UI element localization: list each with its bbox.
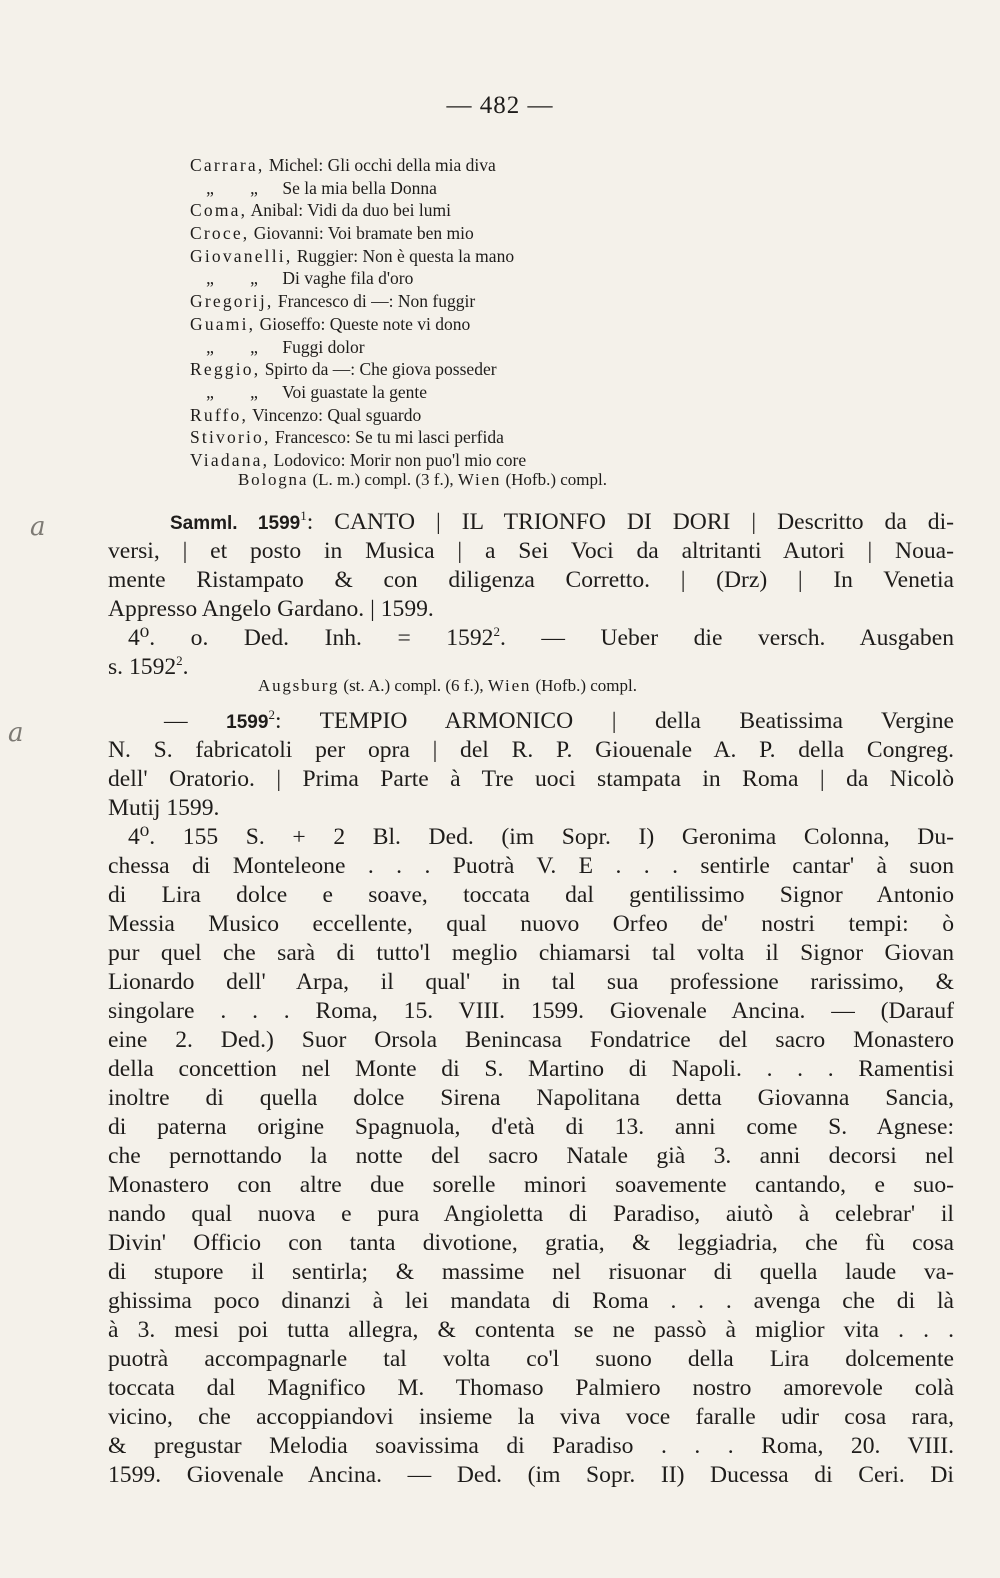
- entry-line: eine 2. Ded.) Suor Orsola Benincasa Fondatrice del sacro Monastero: [108, 1027, 954, 1053]
- entry-line: Monastero con altre due sorelle minori soavemente cantando, e suo-: [108, 1172, 954, 1198]
- entry-line: versi, | et posto in Musica | a Sei Voci da altritanti Autori | Noua-: [108, 538, 954, 564]
- ditto-mark: „: [206, 381, 214, 402]
- composer-name: Viadana,: [190, 449, 270, 470]
- entry-text: : TEMPIO ARMONICO | della Beatissima Vergine: [274, 708, 954, 734]
- entry-dash: —: [164, 708, 227, 734]
- entry-line: della concettion nel Monte di S. Martino di Napoli. . . . Ramentisi: [108, 1056, 954, 1082]
- entry-line: toccata dal Magnifico M. Thomaso Palmiero nostro amorevole colà: [108, 1375, 954, 1401]
- entry-line: puotrà accompagnarle tal volta co'l suono della Lira dolcemente: [108, 1346, 954, 1372]
- entry-line: pur quel che sarà di tutto'l meglio chiamarsi tal volta il Signor Giovan: [108, 940, 954, 966]
- ditto-mark: „: [206, 268, 214, 289]
- library-holdings: [238, 470, 607, 490]
- entry-line: nando qual nuova e pura Angioletta di Paradiso, aiutò à celebrar' il: [108, 1201, 954, 1227]
- entry-line: singolare . . . Roma, 15. VIII. 1599. Giovenale Ancina. — (Darauf: [108, 998, 954, 1024]
- holding-detail: (L. m.) compl. (3 f.),: [312, 470, 454, 489]
- holding-detail: (Hofb.) compl.: [505, 470, 607, 489]
- entry-line: [108, 508, 954, 537]
- entry-1599-1: [108, 508, 954, 682]
- entry-line: Appresso Angelo Gardano. | 1599.: [108, 596, 434, 622]
- piece-title: Spirto da —: Che giova posseder: [264, 359, 497, 380]
- entry-1599-2: [108, 707, 954, 1490]
- list-item: [190, 290, 830, 313]
- margin-annotation: a: [8, 718, 24, 748]
- ditto-mark: „: [206, 177, 214, 198]
- piece-title: Di vaghe fila d'oro: [282, 268, 414, 289]
- composer-name: Ruffo,: [190, 404, 249, 425]
- holding-detail: (Hofb.) compl.: [535, 676, 637, 695]
- list-item: [190, 313, 830, 336]
- list-item: [190, 245, 830, 268]
- list-item: [190, 199, 830, 222]
- list-item: [190, 222, 830, 245]
- entry-line: 1599. Giovenale Ancina. — Ded. (im Sopr. II) Ducessa di Ceri. Di: [108, 1462, 954, 1488]
- ditto-mark: „: [206, 336, 214, 357]
- entry-text: 4⁰. o. Ded. Inh. = 1592: [128, 625, 494, 651]
- composer-name: Reggio,: [190, 359, 261, 380]
- entry-line: & pregustar Melodia soavissima di Paradiso . . . Roma, 20. VIII.: [108, 1433, 954, 1459]
- entry-line: di stupore il sentirla; & massime nel risuonar di quella laude va-: [108, 1259, 954, 1285]
- ditto-mark: „: [250, 268, 258, 289]
- list-item: [190, 154, 830, 177]
- library-holdings: [258, 676, 637, 696]
- entry-line: dell' Oratorio. | Prima Parte à Tre uoci stampata in Roma | da Nicolò: [108, 766, 954, 792]
- entry-sup: 2: [176, 653, 183, 669]
- entry-line: chessa di Monteleone . . . Puotrà V. E . . . sentirle cantar' à suon: [108, 853, 954, 879]
- entry-line: che pernottando la notte del sacro Natale già 3. anni decorsi nel: [108, 1143, 954, 1169]
- list-item: [190, 404, 830, 427]
- entry-line: di Lira dolce e soave, toccata dal gentilissimo Signor Antonio: [108, 882, 954, 908]
- entry-sup: 2: [493, 624, 500, 640]
- margin-annotation: a: [30, 512, 46, 542]
- entry-line: vicino, che accoppiandovi insieme la viva voce faralle udir cosa rara,: [108, 1404, 954, 1430]
- ditto-mark: „: [250, 381, 258, 402]
- contents-list: [190, 154, 830, 472]
- entry-text: : CANTO | IL TRIONFO DI DORI | Descritto da di-: [306, 509, 954, 535]
- entry-text: s. 1592: [108, 654, 177, 680]
- library-city: Bologna: [238, 470, 309, 489]
- entry-line: N. S. fabricatoli per opra | del R. P. Giouenale A. P. della Congreg.: [108, 737, 954, 763]
- composer-name: Stivorio,: [190, 427, 271, 448]
- entry-sup: 1: [300, 508, 307, 524]
- entry-line: 4⁰. 155 S. + 2 Bl. Ded. (im Sopr. I) Geronima Colonna, Du-: [128, 824, 954, 850]
- entry-line: [108, 624, 954, 653]
- entry-line: [108, 707, 954, 736]
- composer-name: Giovanelli,: [190, 245, 293, 266]
- library-city: Augsburg: [258, 676, 340, 695]
- entry-sup: 2: [268, 707, 275, 723]
- piece-title: Francesco: Se tu mi lasci perfida: [274, 427, 504, 448]
- composer-name: Carrara,: [190, 155, 265, 175]
- list-item: [190, 336, 830, 359]
- ditto-mark: „: [250, 336, 258, 357]
- composer-name: Gregorij,: [190, 291, 274, 312]
- entry-line: inoltre di quella dolce Sirena Napolitana detta Giovanna Sancia,: [108, 1085, 954, 1111]
- piece-title: Francesco di —: Non fuggir: [277, 291, 476, 312]
- piece-title: Lodovico: Morir non puo'l mio core: [273, 449, 527, 470]
- entry-label: Samml. 1599: [170, 513, 301, 534]
- composer-name: Coma,: [190, 200, 248, 221]
- page-number: — 482 —: [446, 92, 554, 119]
- piece-title: Fuggi dolor: [282, 336, 365, 357]
- piece-title: Michel: Gli occhi della mia diva: [268, 155, 496, 175]
- entry-line: Divin' Officio con tanta divotione, gratia, & leggiadria, che fù cosa: [108, 1230, 954, 1256]
- entry-line: ghissima poco dinanzi à lei mandata di Roma . . . avenga che di là: [108, 1288, 954, 1314]
- entry-text: .: [182, 654, 189, 680]
- library-city: Wien: [457, 470, 502, 489]
- piece-title: Giovanni: Voi bramate ben mio: [253, 223, 474, 244]
- list-item: [190, 177, 830, 200]
- list-item: [190, 358, 830, 381]
- piece-title: Se la mia bella Donna: [282, 177, 437, 198]
- piece-title: Voi guastate la gente: [282, 381, 428, 402]
- composer-name: Croce,: [190, 223, 250, 244]
- entry-line: Messia Musico eccellente, qual nuovo Orfeo de' nostri tempi: ò: [108, 911, 954, 937]
- entry-label: 1599: [226, 712, 269, 733]
- piece-title: Ruggier: Non è questa la mano: [296, 245, 515, 266]
- entry-line: Lionardo dell' Arpa, il qual' in tal sua professione rarissimo, &: [108, 969, 954, 995]
- entry-line: à 3. mesi poi tutta allegra, & contenta se ne passò à miglior vita . . .: [108, 1317, 954, 1343]
- piece-title: Gioseffo: Queste note vi dono: [259, 313, 471, 334]
- library-city: Wien: [487, 676, 532, 695]
- list-item: [190, 267, 830, 290]
- holding-detail: (st. A.) compl. (6 f.),: [343, 676, 484, 695]
- ditto-mark: „: [250, 177, 258, 198]
- piece-title: Anibal: Vidi da duo bei lumi: [250, 200, 451, 221]
- piece-title: Vincenzo: Qual sguardo: [252, 404, 422, 425]
- list-item: [190, 426, 830, 449]
- composer-name: Guami,: [190, 313, 256, 334]
- list-item: [190, 449, 830, 472]
- list-item: [190, 381, 830, 404]
- entry-line: di paterna origine Spagnuola, d'età di 13. anni come S. Agnese:: [108, 1114, 954, 1140]
- entry-line: Mutij 1599.: [108, 795, 220, 821]
- entry-text: . — Ueber die versch. Ausgaben: [499, 625, 954, 651]
- entry-line: mente Ristampato & con diligenza Corretto. | (Drz) | In Venetia: [108, 567, 954, 593]
